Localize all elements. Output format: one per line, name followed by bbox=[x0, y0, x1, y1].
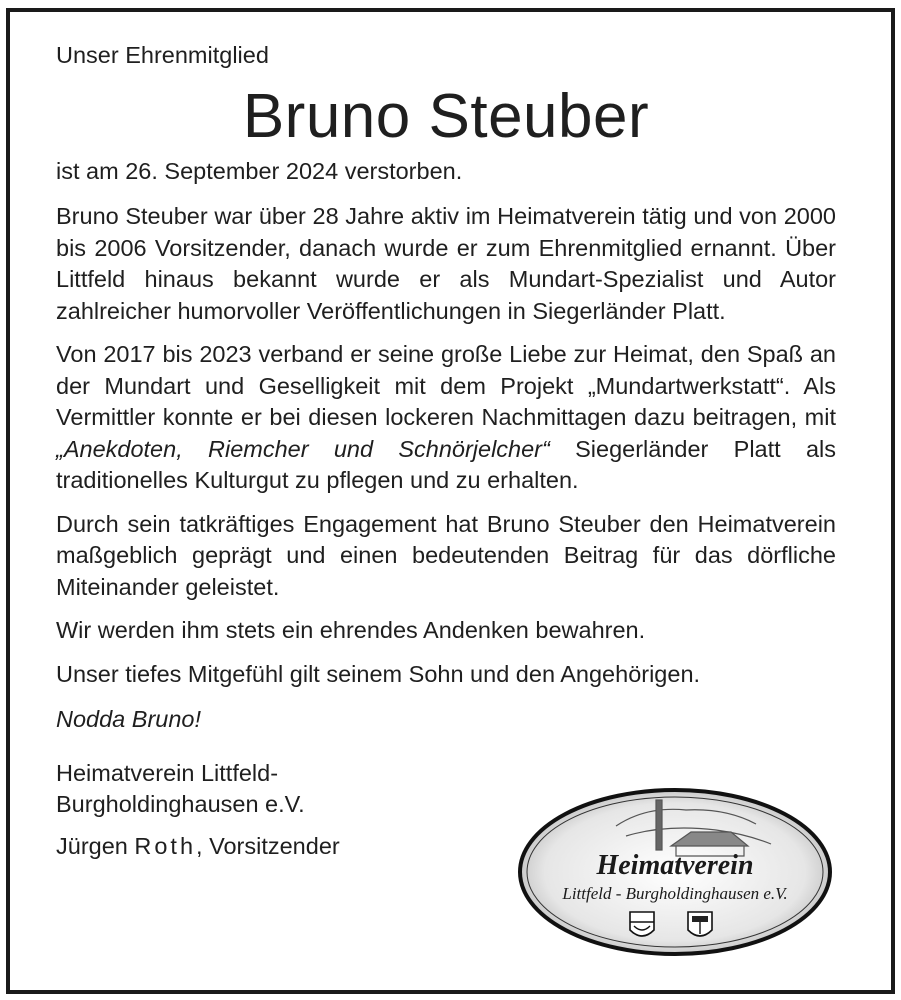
paragraph-condolence: Unser tiefes Mitgefühl gilt seinem Sohn und den Angehörigen. bbox=[56, 660, 701, 687]
signer-role: , Vorsitzender bbox=[196, 832, 340, 859]
logo-title: Heimatverein bbox=[596, 850, 754, 881]
deceased-name: Bruno Steuber bbox=[242, 81, 650, 151]
org-name-line2: Burgholdinghausen e.V. bbox=[56, 791, 305, 817]
org-name-line1: Heimatverein Littfeld- bbox=[56, 759, 279, 786]
logo-subtitle: Littfeld - Burgholdinghausen e.V. bbox=[562, 884, 788, 903]
paragraph-remembrance: Wir werden ihm stets ein ehrendes Andenken bewahren. bbox=[56, 617, 646, 643]
farewell-text: Nodda Bruno! bbox=[56, 706, 202, 732]
coat-of-arms-left-icon bbox=[630, 912, 654, 936]
intro-text: Unser Ehrenmitglied bbox=[56, 42, 269, 68]
paragraph-mundart-end: Siegerländer Platt als traditionelles Kulturgut zu pflegen und zu erhalten. bbox=[56, 435, 836, 493]
coat-of-arms-right-icon bbox=[688, 912, 712, 936]
paragraph-mundart bbox=[56, 339, 836, 497]
signer-first-name: Jürgen bbox=[56, 832, 128, 859]
paragraph-mundart-start: Von 2017 bis 2023 verband er seine große Liebe zur Heimat, den Spaß an der Mundart und Geselligkeit mit dem Projekt „Mundartwerkstatt“. Als Vermittler konnte er bei diesen lockeren Nachmittagen dazu beitragen, mit bbox=[56, 341, 836, 430]
paragraph-biography: Bruno Steuber war über 28 Jahre aktiv im Heimatverein tätig und von 2000 bis 2006 Vorsitzender, danach wurde er zum Ehrenmitglied ernannt. Über Littfeld hinaus bekannt wurde er als Mundart-Spezialist und Autor zahlreicher humorvoller Veröffentlichungen in Siegerländer Platt. bbox=[56, 203, 836, 324]
paragraph-engagement: Durch sein tatkräftiges Engagement hat Bruno Steuber den Heimatverein maßgeblich geprägt und einen bedeutenden Beitrag für das dörfliche Miteinander geleistet. bbox=[56, 510, 836, 600]
mundart-quote: „Anekdoten, Riemcher und Schnörjelcher“ bbox=[56, 435, 550, 462]
signer-last-name: Roth bbox=[134, 832, 197, 859]
obituary-notice bbox=[56, 40, 836, 862]
death-date-text: ist am 26. September 2024 verstorben. bbox=[56, 157, 463, 184]
heimatverein-logo bbox=[516, 786, 834, 958]
